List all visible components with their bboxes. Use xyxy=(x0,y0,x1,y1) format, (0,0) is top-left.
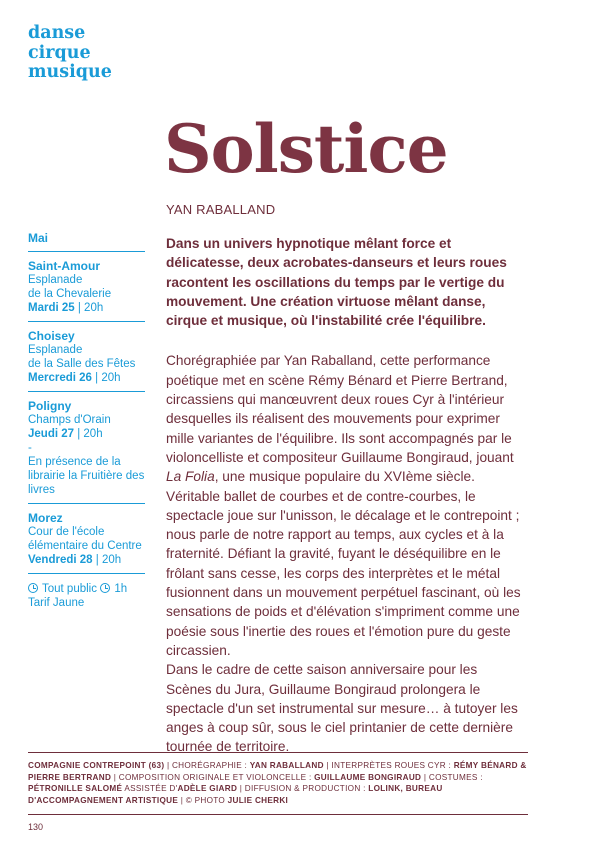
entry-date xyxy=(28,553,145,567)
entry-day: Mardi 25 xyxy=(28,302,75,314)
credit-name: JULIE CHERKI xyxy=(227,795,289,805)
schedule-sidebar xyxy=(28,231,145,610)
entry-venue: de la Salle des Fêtes xyxy=(28,358,136,370)
audience-text: Tout public xyxy=(42,583,97,595)
credit-name: RÉMY BÉNARD & PIERRE BERTRAND xyxy=(28,761,527,782)
category-danse: danse xyxy=(28,23,86,43)
entry-venue: Champs d'Orain xyxy=(28,414,111,426)
entry-time: | 20h xyxy=(91,372,121,384)
credit-label: | COSTUMES : xyxy=(421,772,483,782)
clock-icon xyxy=(28,583,38,593)
body-paragraph: Dans le cadre de cette saison anniversaire pour les Scènes du Jura, Guillaume Bongiraud prolongera le spectacle d'un set instrumental sur mesure… à tutoyer les anges à coup sûr, sous le ciel printanier de cette dernière tournée de territoire. xyxy=(166,662,518,755)
credit-name: GUILLAUME BONGIRAUD xyxy=(314,772,422,782)
credit-name: YAN RABALLAND xyxy=(249,761,324,770)
credit-label: | © PHOTO xyxy=(178,795,228,805)
lead-paragraph: Dans un univers hypnotique mêlant force et délicatesse, deux acrobates-danseurs et leurs roues racontent les oscillations du temps par le vertige du mouvement. Une création virtuose mêlant danse, cirque et musique, où l'instabilité crée l'équilibre. xyxy=(166,236,507,329)
schedule-entry xyxy=(28,252,145,322)
entry-town: Poligny xyxy=(28,399,72,413)
show-info xyxy=(28,574,145,610)
entry-venue: Cour de l'école élémentaire du Centre xyxy=(28,526,142,552)
tarif-text: Tarif Jaune xyxy=(28,597,85,609)
credit-company: COMPAGNIE CONTREPOINT (63) xyxy=(28,761,165,770)
entry-time: | 20h xyxy=(74,302,104,314)
entry-date xyxy=(28,301,145,315)
main-text xyxy=(166,234,526,757)
info-line xyxy=(28,582,145,596)
entry-venue: Esplanade xyxy=(28,274,83,286)
entry-date xyxy=(28,371,145,385)
entry-venue: de la Chevalerie xyxy=(28,288,112,300)
body-text-run: , une musique populaire du XVIème siècle. Véritable ballet de courbes et de contre-courbes, le spectacle joue sur l'unisson, le décalage et le contrepoint ; nous parle de notre rapport au temps, aux cycles et à la fraternité. Défiant la gravité, fuyant le déséquilibre en le frôlant sans cesse, les corps des interprètes et le métal fusionnent dans un mouvement perpétuel fascinant, où les sensations de poids et d'élévation s'impriment comme une poésie sous l'inertie des roues et l'émotion pure du geste circassien. xyxy=(166,469,521,658)
body-text xyxy=(166,351,526,756)
credit-name: LOLINK, BUREAU D'ACCOMPAGNEMENT ARTISTIQUE xyxy=(28,784,443,805)
entry-day: Vendredi 28 xyxy=(28,554,93,566)
entry-date xyxy=(28,427,145,441)
credits-block xyxy=(28,752,528,815)
credit-label: | CHORÉGRAPHIE : xyxy=(164,761,250,770)
credit-label: | INTERPRÈTES ROUES CYR : xyxy=(323,761,454,770)
category-musique: musique xyxy=(28,62,112,82)
entry-day: Jeudi 27 xyxy=(28,428,75,440)
category-cirque: cirque xyxy=(28,42,91,63)
schedule-entry xyxy=(28,322,145,392)
body-paragraph xyxy=(166,351,526,660)
work-title: La Folia xyxy=(166,469,215,485)
entry-town: Morez xyxy=(28,511,63,525)
entry-time: | 20h xyxy=(92,554,122,566)
entry-town: Saint-Amour xyxy=(28,259,100,273)
credit-name: PÉTRONILLE SALOMÉ xyxy=(28,784,123,793)
category-list xyxy=(28,24,112,83)
entry-day: Mercredi 26 xyxy=(28,372,92,384)
show-author: YAN RABALLAND xyxy=(166,202,276,217)
schedule-entry xyxy=(28,504,145,574)
entry-town: Choisey xyxy=(28,329,75,343)
entry-dash: - xyxy=(28,442,32,454)
duration-text: 1h xyxy=(114,583,128,595)
page-number: 130 xyxy=(28,822,44,832)
credit-name: ADÈLE GIARD xyxy=(177,784,238,793)
schedule-month: Mai xyxy=(28,231,145,252)
schedule-entry xyxy=(28,392,145,504)
credit-label: | DIFFUSION & PRODUCTION : xyxy=(237,784,369,793)
entry-venue: Esplanade xyxy=(28,344,83,356)
credit-label: ASSISTÉE D' xyxy=(122,784,178,793)
show-title: Solstice xyxy=(164,110,448,188)
credit-label: | COMPOSITION ORIGINALE ET VIOLONCELLE : xyxy=(111,772,315,782)
entry-time: | 20h xyxy=(74,428,103,440)
entry-note: En présence de la librairie la Fruitière des livres xyxy=(28,456,145,496)
clock-icon xyxy=(100,583,110,593)
body-text-run: Chorégraphiée par Yan Raballand, cette performance poétique met en scène Rémy Bénard et Pierre Bertrand, circassiens qui manœuvrent deux roues Cyr à l'intérieur desquelles ils réalisent des mouvements pour exprimer mille variantes de l'équilibre. Ils sont accompagnés par le violoncelliste et compositeur Guillaume Bongiraud, jouant xyxy=(166,353,514,465)
